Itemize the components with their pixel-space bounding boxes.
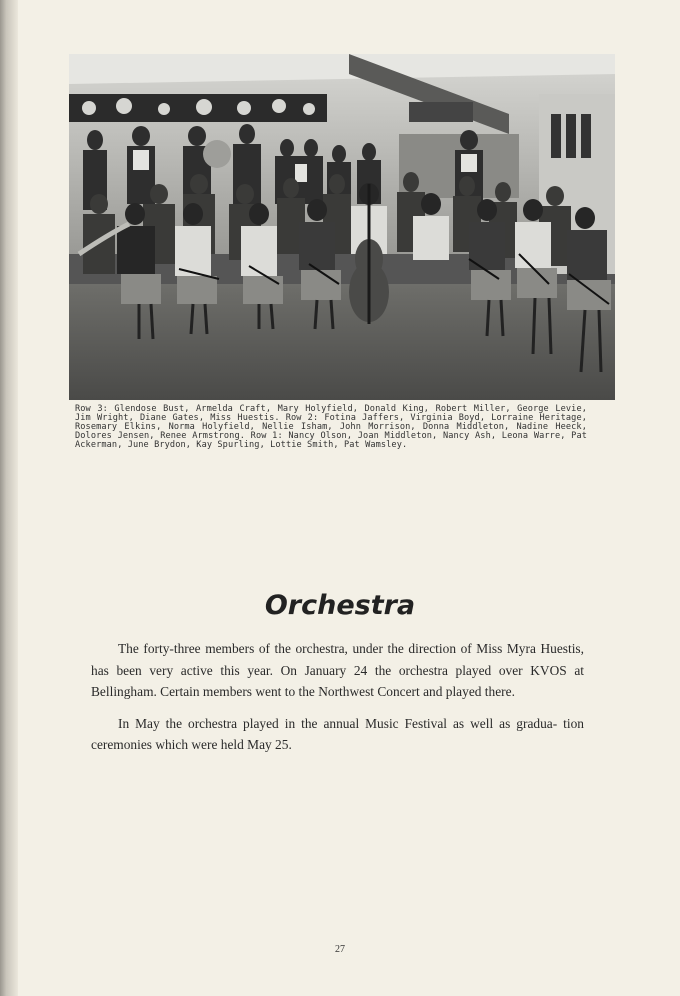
page-title: Orchestra — [264, 590, 416, 621]
page-number: 27 — [335, 944, 345, 955]
article-body — [91, 638, 584, 766]
orchestra-photo — [69, 54, 615, 400]
paragraph: The forty-three members of the orchestra, under the direction of Miss Myra Huestis, has been very active this year. On January 24 the orchestra played over KVOS at Bellingham. Certain members went to the Northwest Concert and played there. — [91, 641, 584, 699]
page-gutter-shadow — [0, 0, 18, 996]
paragraph: In May the orchestra played in the annual Music Festival as well as gradua- tion ceremonies which were held May 25. — [91, 715, 584, 752]
photo-caption: Row 3: Glendose Bust, Armelda Craft, Mary Holyfield, Donald King, Robert Miller, George Levie, Jim Wright, Diane Gates, Miss Huestis. Row 2: Fotina Jaffers, Virginia Boyd, Lorraine Heritage, Rosemary Elkins, Norma Holyfield, Nellie Isham, John Morrison, Donna Middleton, Nadine Heeck, Dolores Jensen, Renee Armstrong. Row 1: Nancy Olson, Joan Middleton, Nancy Ash, Leona Warre, Pat Ackerman, June Brydon, Kay Spurling, Lottie Smith, Pat Wamsley. — [75, 404, 587, 450]
